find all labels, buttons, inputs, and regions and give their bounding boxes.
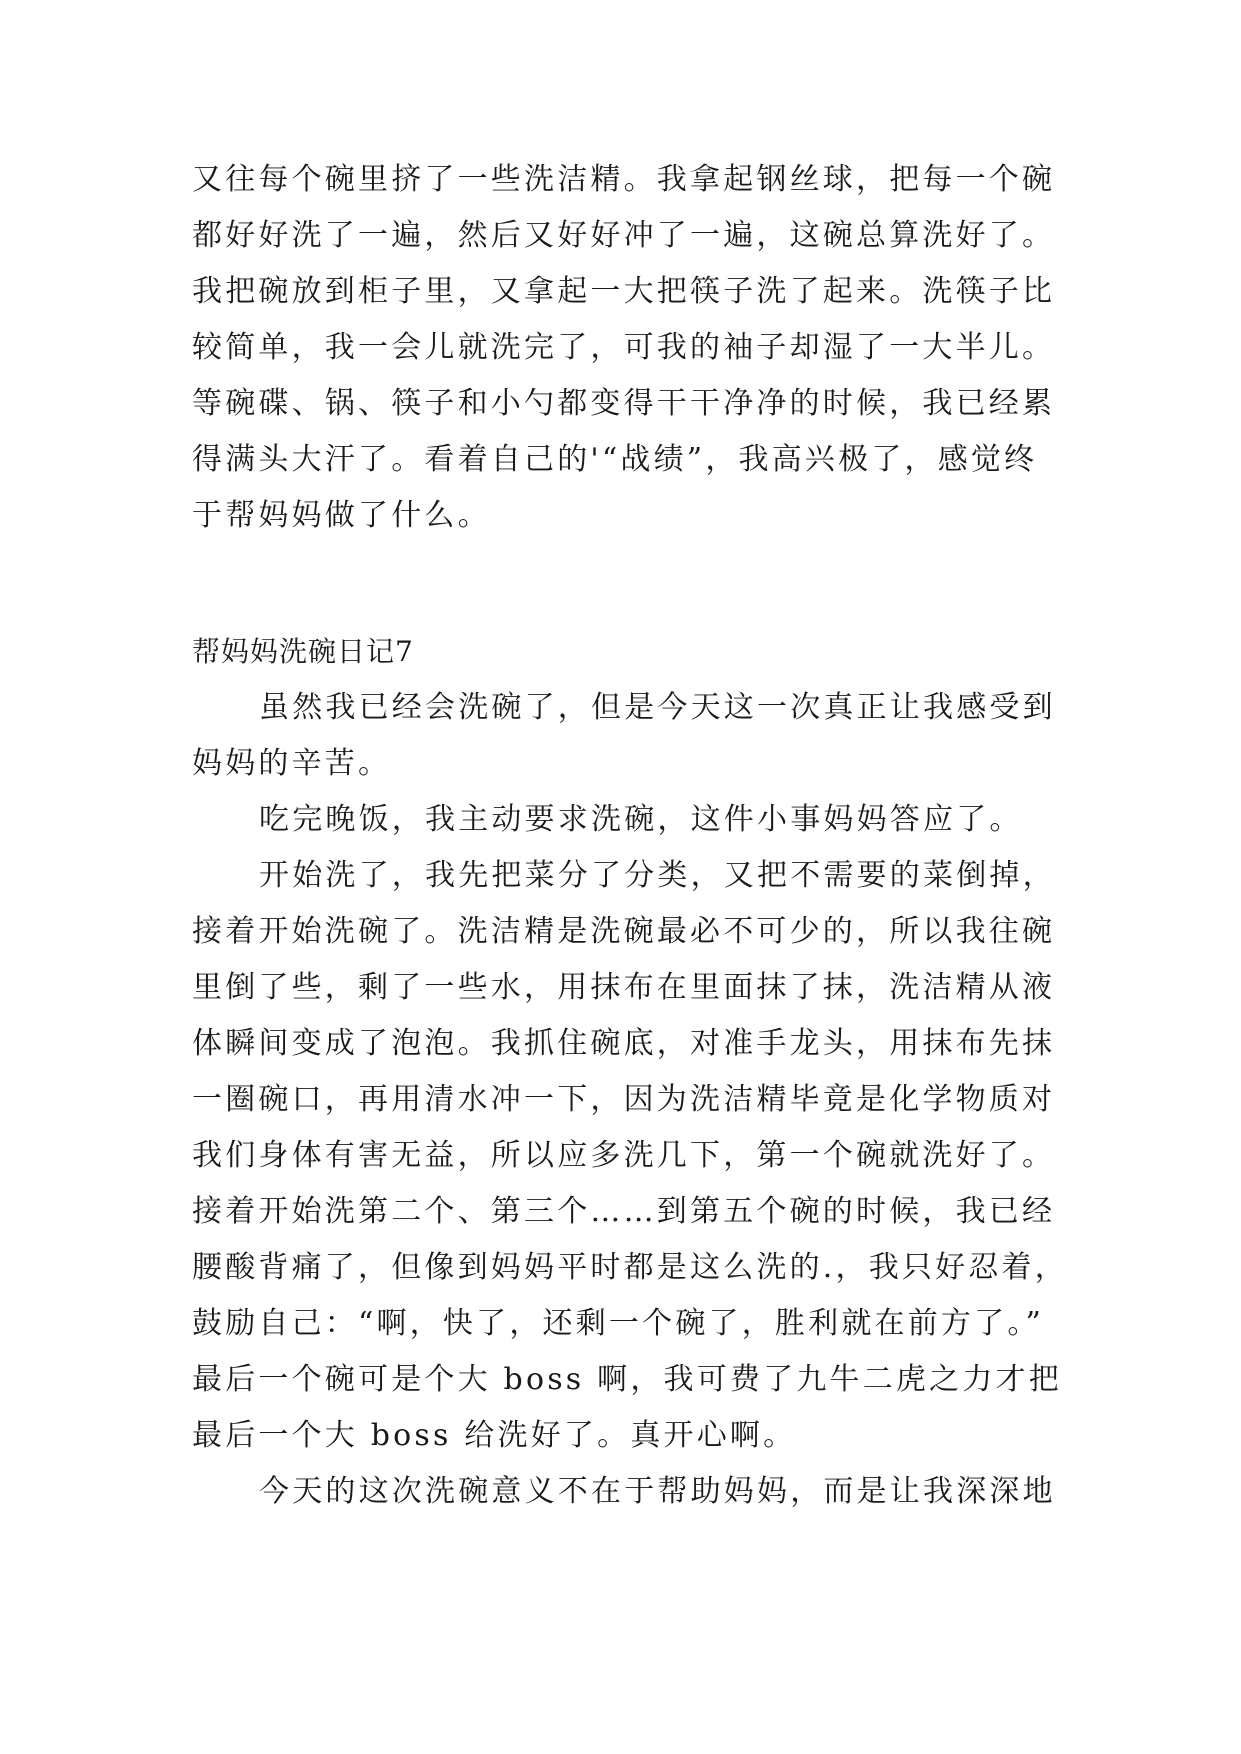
text-line: 开始洗了，我先把菜分了分类，又把不需要的菜倒掉，: [259, 858, 1056, 893]
text-line: 接着开始洗碗了。洗洁精是洗碗最必不可少的，所以我往碗: [192, 914, 1056, 949]
text-line: 鼓励自己：“啊，快了，还剩一个碗了，胜利就在前方了。”: [192, 1306, 1045, 1341]
text-line: 腰酸背痛了，但像到妈妈平时都是这么洗的.，我只好忍着，: [192, 1250, 1068, 1285]
text-line: 接着开始洗第二个、第三个……到第五个碗的时候，我已经: [192, 1194, 1056, 1229]
paragraph-1: [192, 680, 1072, 792]
text-line: 今天的这次洗碗意义不在于帮助妈妈，而是让我深深地: [259, 1474, 1056, 1509]
text-line: 又往每个碗里挤了一些洗洁精。我拿起钢丝球，把每一个碗: [192, 162, 1056, 197]
continued-paragraph: [192, 152, 1072, 544]
paragraph-3: [192, 848, 1072, 1464]
text-line: 我把碗放到柜子里，又拿起一大把筷子洗了起来。洗筷子比: [192, 274, 1056, 309]
text-line: 最后一个大 boss 给洗好了。真开心啊。: [192, 1418, 797, 1453]
text-line: 吃完晚饭，我主动要求洗碗，这件小事妈妈答应了。: [259, 802, 1023, 837]
text-line: 较简单，我一会儿就洗完了，可我的袖子却湿了一大半儿。: [192, 330, 1056, 365]
paragraph-2: [192, 792, 1072, 848]
section-title: 帮妈妈洗碗日记7: [192, 635, 414, 668]
text-line: 等碗碟、锅、筷子和小勺都变得干干净净的时候，我已经累: [192, 386, 1056, 421]
text-line: 我们身体有害无益，所以应多洗几下，第一个碗就洗好了。: [192, 1138, 1056, 1173]
text-line: 体瞬间变成了泡泡。我抓住碗底，对准手龙头，用抹布先抹: [192, 1026, 1056, 1061]
text-line: 一圈碗口，再用清水冲一下，因为洗洁精毕竟是化学物质对: [192, 1082, 1056, 1117]
text-line: 都好好洗了一遍，然后又好好冲了一遍，这碗总算洗好了。: [192, 218, 1056, 253]
paragraph-4: [192, 1464, 1072, 1520]
text-line: 里倒了些，剩了一些水，用抹布在里面抹了抹，洗洁精从液: [192, 970, 1056, 1005]
text-line: 虽然我已经会洗碗了，但是今天这一次真正让我感受到: [259, 690, 1056, 725]
text-line: 最后一个碗可是个大 boss 啊，我可费了九牛二虎之力才把: [192, 1362, 1062, 1397]
text-line: 妈妈的辛苦。: [192, 746, 392, 781]
text-line: 于帮妈妈做了什么。: [192, 498, 491, 533]
text-line: 得满头大汗了。看着自己的'“战绩”，我高兴极了，感觉终: [192, 442, 1038, 477]
